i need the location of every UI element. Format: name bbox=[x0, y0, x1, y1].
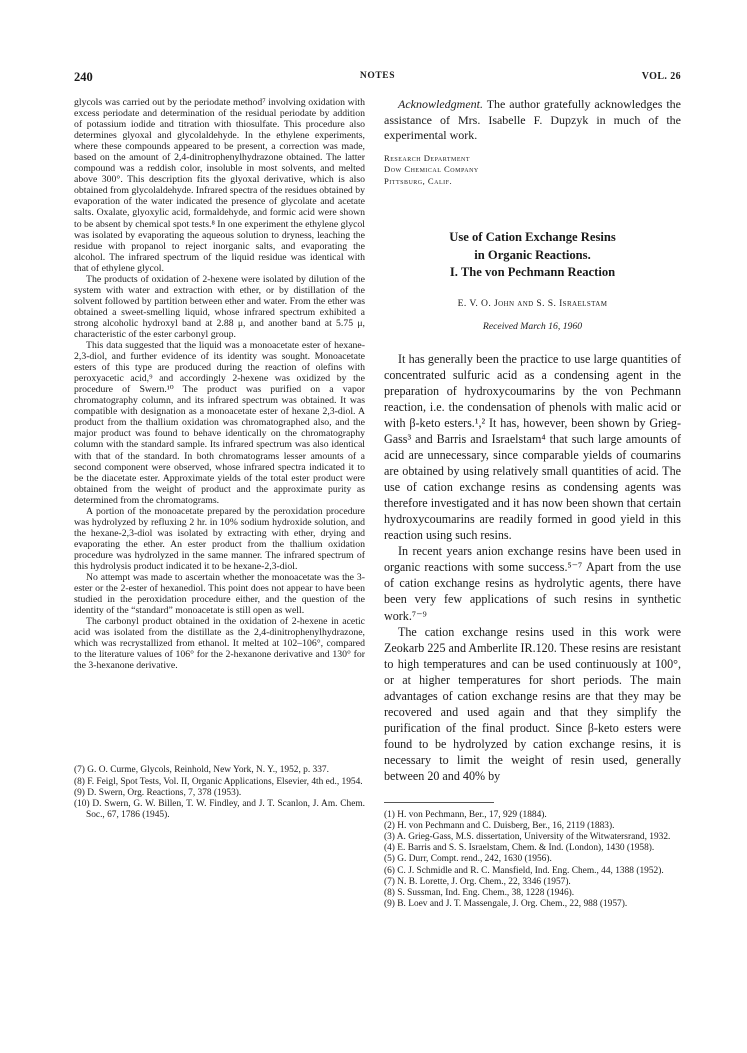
right-column bbox=[384, 97, 681, 910]
reference-item: (7) G. O. Curme, Glycols, Reinhold, New York, N. Y., 1952, p. 337. bbox=[74, 765, 329, 776]
title-line: I. The von Pechmann Reaction bbox=[449, 265, 616, 280]
reference-item: (8) F. Feigl, Spot Tests, Vol. II, Organic Applications, Elsevier, 4th ed., 1954. bbox=[74, 776, 363, 787]
body-paragraph: No attempt was made to ascertain whether the monoacetate was the 3-ester or the 2-ester of hexanediol. This point does not appear to have been studied in the peroxidation procedure either, and the question of the identity of the “standard” monoacetate is still open as well. bbox=[74, 572, 365, 617]
acknowledgment-label: Acknowledgment. bbox=[398, 97, 483, 111]
reference-item: (5) G. Durr, Compt. rend., 242, 1630 (1956). bbox=[384, 854, 552, 865]
right-footnotes bbox=[384, 802, 681, 910]
body-paragraph: A portion of the monoacetate prepared by the peroxidation procedure was hydrolyzed by refluxing 2 hr. in 10% sodium hydroxide solution, and the hexane-2,3-diol was isolated by extracting with ether, drying and evaporating the ether. An ester product from the thallium oxidation procedure was hydrolyzed in the same manner. The infrared spectrum of this hydrolysis product indicated it to be hexane-2,3-diol. bbox=[74, 505, 365, 572]
reference-item: (4) E. Barris and S. S. Israelstam, Chem. & Ind. (London), 1430 (1958). bbox=[384, 843, 655, 854]
page-number: 240 bbox=[74, 70, 93, 84]
volume-label: VOL. 26 bbox=[641, 71, 681, 82]
title-line: Use of Cation Exchange Resins bbox=[449, 230, 616, 245]
reference-item: (3) A. Grieg-Gass, M.S. dissertation, University of the Witwatersrand, 1932. bbox=[384, 832, 671, 843]
title-line: in Organic Reactions. bbox=[474, 247, 591, 262]
reference-item: (7) N. B. Lorette, J. Org. Chem., 22, 3346 (1957). bbox=[384, 876, 571, 887]
reference-item: (2) H. von Pechmann and C. Duisberg, Ber., 16, 2119 (1883). bbox=[384, 821, 615, 832]
acknowledgment bbox=[384, 97, 681, 144]
right-body-text bbox=[384, 351, 681, 784]
body-paragraph: This data suggested that the liquid was a monoacetate ester of hexane-2,3-diol, and further evidence of its identity was sought. Monoacetate esters of this type are produced during the reaction of olefins with peroxyacetic acid,⁹ and accordingly 2-hexene was oxidized by the procedure of Swern.¹⁰ The product was purified on a vapor chromatography column, and its infrared spectrum was obtained. It was compatible with designation as a monoacetate ester of hexane 2,3-diol. A product from the thallium oxidation was chromatographed also, and the major product was found to behave identically on the chromatography column with the standard sample. Its infrared spectrum was also identical with that of the standard. In both chromatograms lesser amounts of a second component were observed, whose infrared spectra indicated it to be the diacetate ester. Approximate yields of the total ester product were obtained from the weight of product and the approximate purity as determined from the chromatograms. bbox=[74, 340, 365, 506]
reference-item: (6) C. J. Schmidle and R. C. Mansfield, Ind. Eng. Chem., 44, 1388 (1952). bbox=[384, 865, 664, 876]
article-title bbox=[384, 229, 681, 282]
article-authors: E. V. O. John and S. S. Israelstam bbox=[457, 297, 608, 309]
acknowledgment-text: The author gratefully acknowledges the assistance of Mrs. Isabelle F. Dupzyk in much of the experimental work. bbox=[384, 97, 681, 142]
received-date: Received March 16, 1960 bbox=[482, 320, 583, 332]
section-heading: NOTES bbox=[359, 71, 396, 81]
reference-item: (1) H. von Pechmann, Ber., 17, 929 (1884). bbox=[384, 810, 547, 821]
body-paragraph: The cation exchange resins used in this work were Zeokarb 225 and Amberlite IR.120. These resins are resistant to high temperatures and can be used continuously at 100°, or at higher temperatures for short periods. The main advantages of cation exchange resins are that they may be recovered and used again and that they simplify the purification of the final product. Since β-keto esters were found to be hydrolyzed by cation exchange resins, it is necessary to limit the weight of resin used, generally between 20 and 40% by bbox=[384, 624, 681, 783]
reference-item: (9) D. Swern, Org. Reactions, 7, 378 (1953). bbox=[74, 787, 242, 798]
body-paragraph: In recent years anion exchange resins have been used in organic reactions with some success.⁵⁻⁷ Apart from the use of cation exchange resins as hydrolytic agents, there have been very few applications of such resins in synthetic work.⁷⁻⁹ bbox=[384, 544, 681, 623]
address-line: Pittsburg, Calif. bbox=[384, 175, 453, 186]
body-paragraph: glycols was carried out by the periodate method⁷ involving oxidation with excess periodate and determination of the residual periodate by addition of potassium iodide and titration with thiosulfate. This procedure also determines glyoxal and glycolaldehyde. In the ethylene experiments, where these compounds appeared to be present, a correction was made, based on the amount of 2,4-dinitrophenylhydrazone obtained. The latter compound was a reddish color, insoluble in most solvents, and melted above 300°. This description fits the glyoxal derivative, which is also obtained from glycolaldehyde. Infrared spectra of the residues obtained by evaporation of the water indicated the presence of glycolate and acetate salts. Oxalate, glyoxylic acid, formaldehyde, and formic acid were shown to be absent by chemical spot tests.⁸ In one experiment the ethylene glycol was isolated by evaporating the aqueous solution to dryness, leaching the residue with propanol to reject inorganic salts, and evaporating the alcohol. The infrared spectrum of the liquid residue was identical with that of ethylene glycol. bbox=[74, 97, 365, 274]
left-body-text bbox=[74, 97, 365, 671]
left-footnotes bbox=[74, 765, 365, 820]
body-paragraph: It has generally been the practice to use large quantities of concentrated sulfuric acid as a condensing agent in the preparation of hydroxycoumarins by the von Pechmann reaction, i.e. the condensation of phenols with malic acid or with β-keto esters.¹,² It has, however, been shown by Grieg-Gass³ and Barris and Israelstam⁴ that such large amounts of acid are unnecessary, since comparable yields of coumarins are obtained by using relatively small quantities of acid. The use of cation exchange resins as condensing agents was therefore investigated and it has now been shown that certain hydroxycoumarins are readily formed in good yield in this reaction using such resins. bbox=[384, 351, 681, 543]
page-header bbox=[74, 70, 681, 86]
footnote-rule bbox=[384, 802, 494, 803]
address-line: Dow Chemical Company bbox=[384, 164, 479, 175]
body-paragraph: The carbonyl product obtained in the oxidation of 2-hexene in acetic acid was isolated from the distillate as the 2,4-dinitrophenylhydrazone, which was recrystallized from ethanol. It melted at 102–106°, compared to the literature values of 106° for the 2-hexanone derivative and 130° for the 3-hexanone derivative. bbox=[74, 616, 365, 672]
affiliation-address bbox=[384, 153, 681, 188]
left-column bbox=[74, 97, 365, 821]
reference-item: (8) S. Sussman, Ind. Eng. Chem., 38, 1228 (1946). bbox=[384, 887, 575, 898]
address-line: Research Department bbox=[384, 152, 471, 163]
reference-item: (9) B. Loev and J. T. Massengale, J. Org. Chem., 22, 988 (1957). bbox=[384, 898, 628, 909]
body-paragraph: The products of oxidation of 2-hexene were isolated by dilution of the system with water and extraction with ether, or by distillation of the solvent followed by partition between ether and water. From the ether was obtained a sweet-smelling liquid, whose infrared spectrum exhibited a strong alcoholic hydroxyl band at 2.88 μ, and another band at 5.75 μ, characteristic of the ester carbonyl group. bbox=[74, 273, 365, 340]
reference-item: (10) D. Swern, G. W. Billen, T. W. Findley, and J. T. Scanlon, J. Am. Chem. Soc., 67, 1786 (1945). bbox=[74, 798, 365, 820]
